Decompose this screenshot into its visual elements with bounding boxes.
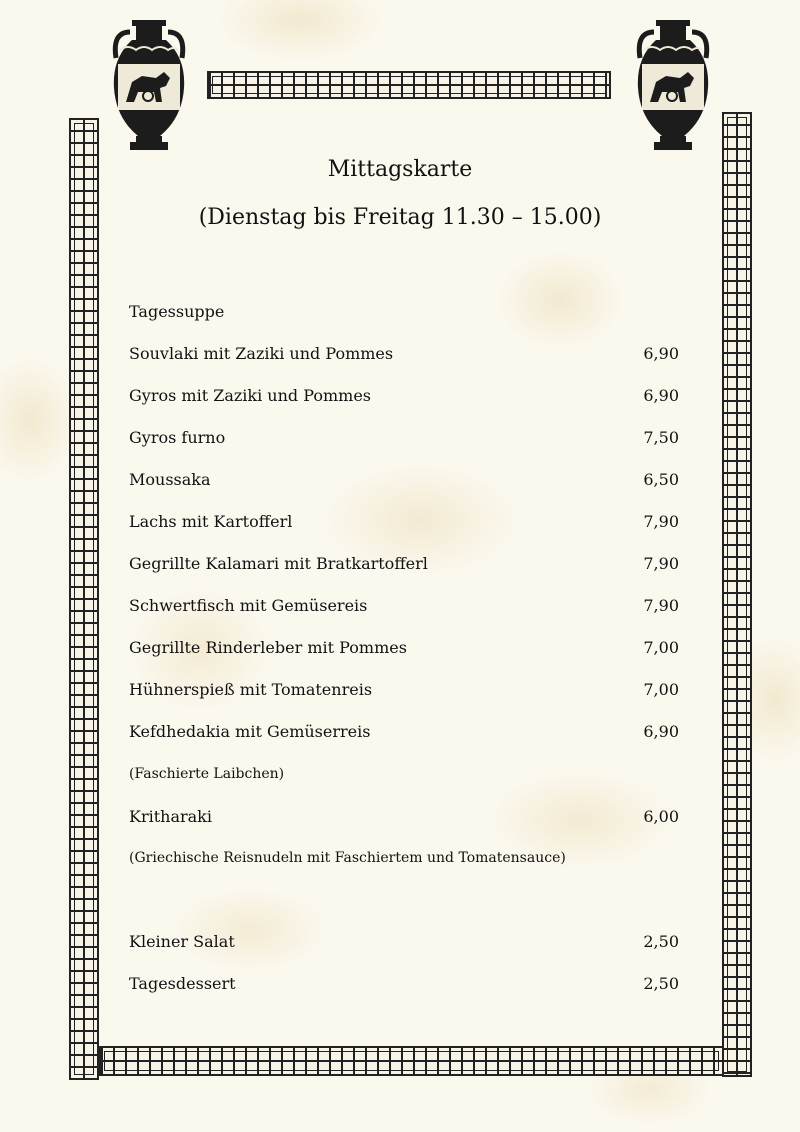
menu-item — [129, 932, 679, 962]
menu-item-price: 2,50 — [643, 974, 679, 993]
menu-item — [129, 722, 679, 752]
menu-item-price: 2,50 — [643, 932, 679, 951]
bottom-meander-border — [99, 1046, 724, 1076]
menu-item-name: Moussaka — [129, 470, 211, 489]
menu-item-name: Souvlaki mit Zaziki und Pommes — [129, 344, 394, 363]
menu-item-price: 7,90 — [643, 512, 679, 531]
menu-item — [129, 344, 679, 374]
menu-item-price: 7,00 — [643, 680, 679, 699]
menu-item — [129, 512, 679, 542]
menu-item-note: (Faschierte Laibchen) — [129, 766, 285, 782]
page-title: Mittagskarte — [327, 157, 473, 182]
menu-item-name: Kefdhedakia mit Gemüserreis — [129, 722, 371, 741]
menu-item-name: Tagessuppe — [129, 302, 225, 321]
menu-item — [129, 302, 679, 332]
menu-item — [129, 680, 679, 710]
menu-item-name: Kritharaki — [129, 807, 212, 826]
right-greek-vase-icon — [632, 18, 714, 152]
menu-item-name: Gyros furno — [129, 428, 226, 447]
menu-item — [129, 428, 679, 458]
menu-item-name: Gegrillte Rinderleber mit Pommes — [129, 638, 407, 657]
menu-item-name: Schwertfisch mit Gemüsereis — [129, 596, 368, 615]
menu-item — [129, 974, 679, 1004]
menu-item-name: Lachs mit Kartofferl — [129, 512, 293, 531]
menu-item — [129, 386, 679, 416]
menu-item-price: 7,90 — [643, 554, 679, 573]
right-meander-border — [722, 112, 752, 1077]
menu-item — [129, 470, 679, 500]
menu-item-price: 6,90 — [643, 722, 679, 741]
menu-item-name: Kleiner Salat — [129, 932, 235, 951]
menu-item-price: 6,90 — [643, 344, 679, 363]
menu-item-name: Gegrillte Kalamari mit Bratkartofferl — [129, 554, 428, 573]
menu-item — [129, 596, 679, 626]
menu-item-note: (Griechische Reisnudeln mit Faschiertem und Tomatensauce) — [129, 850, 566, 866]
page-subtitle: (Dienstag bis Freitag 11.30 – 15.00) — [198, 205, 602, 230]
menu-item — [129, 638, 679, 668]
menu-item-name: Tagesdessert — [129, 974, 236, 993]
left-greek-vase-icon — [108, 18, 190, 152]
menu-item-name: Gyros mit Zaziki und Pommes — [129, 386, 372, 405]
menu-item-name: Hühnerspieß mit Tomatenreis — [129, 680, 373, 699]
menu-item — [129, 807, 679, 837]
menu-item-price: 6,90 — [643, 386, 679, 405]
menu-item-price: 6,00 — [643, 807, 679, 826]
menu-item — [129, 554, 679, 584]
menu-item-note-row — [129, 766, 679, 796]
top-meander-border — [207, 71, 611, 99]
left-meander-border — [69, 118, 99, 1080]
menu-item-price: 7,90 — [643, 596, 679, 615]
menu-item-note-row — [129, 850, 679, 880]
menu-item-price: 7,50 — [643, 428, 679, 447]
menu-item-price: 7,00 — [643, 638, 679, 657]
menu-item-price: 6,50 — [643, 470, 679, 489]
